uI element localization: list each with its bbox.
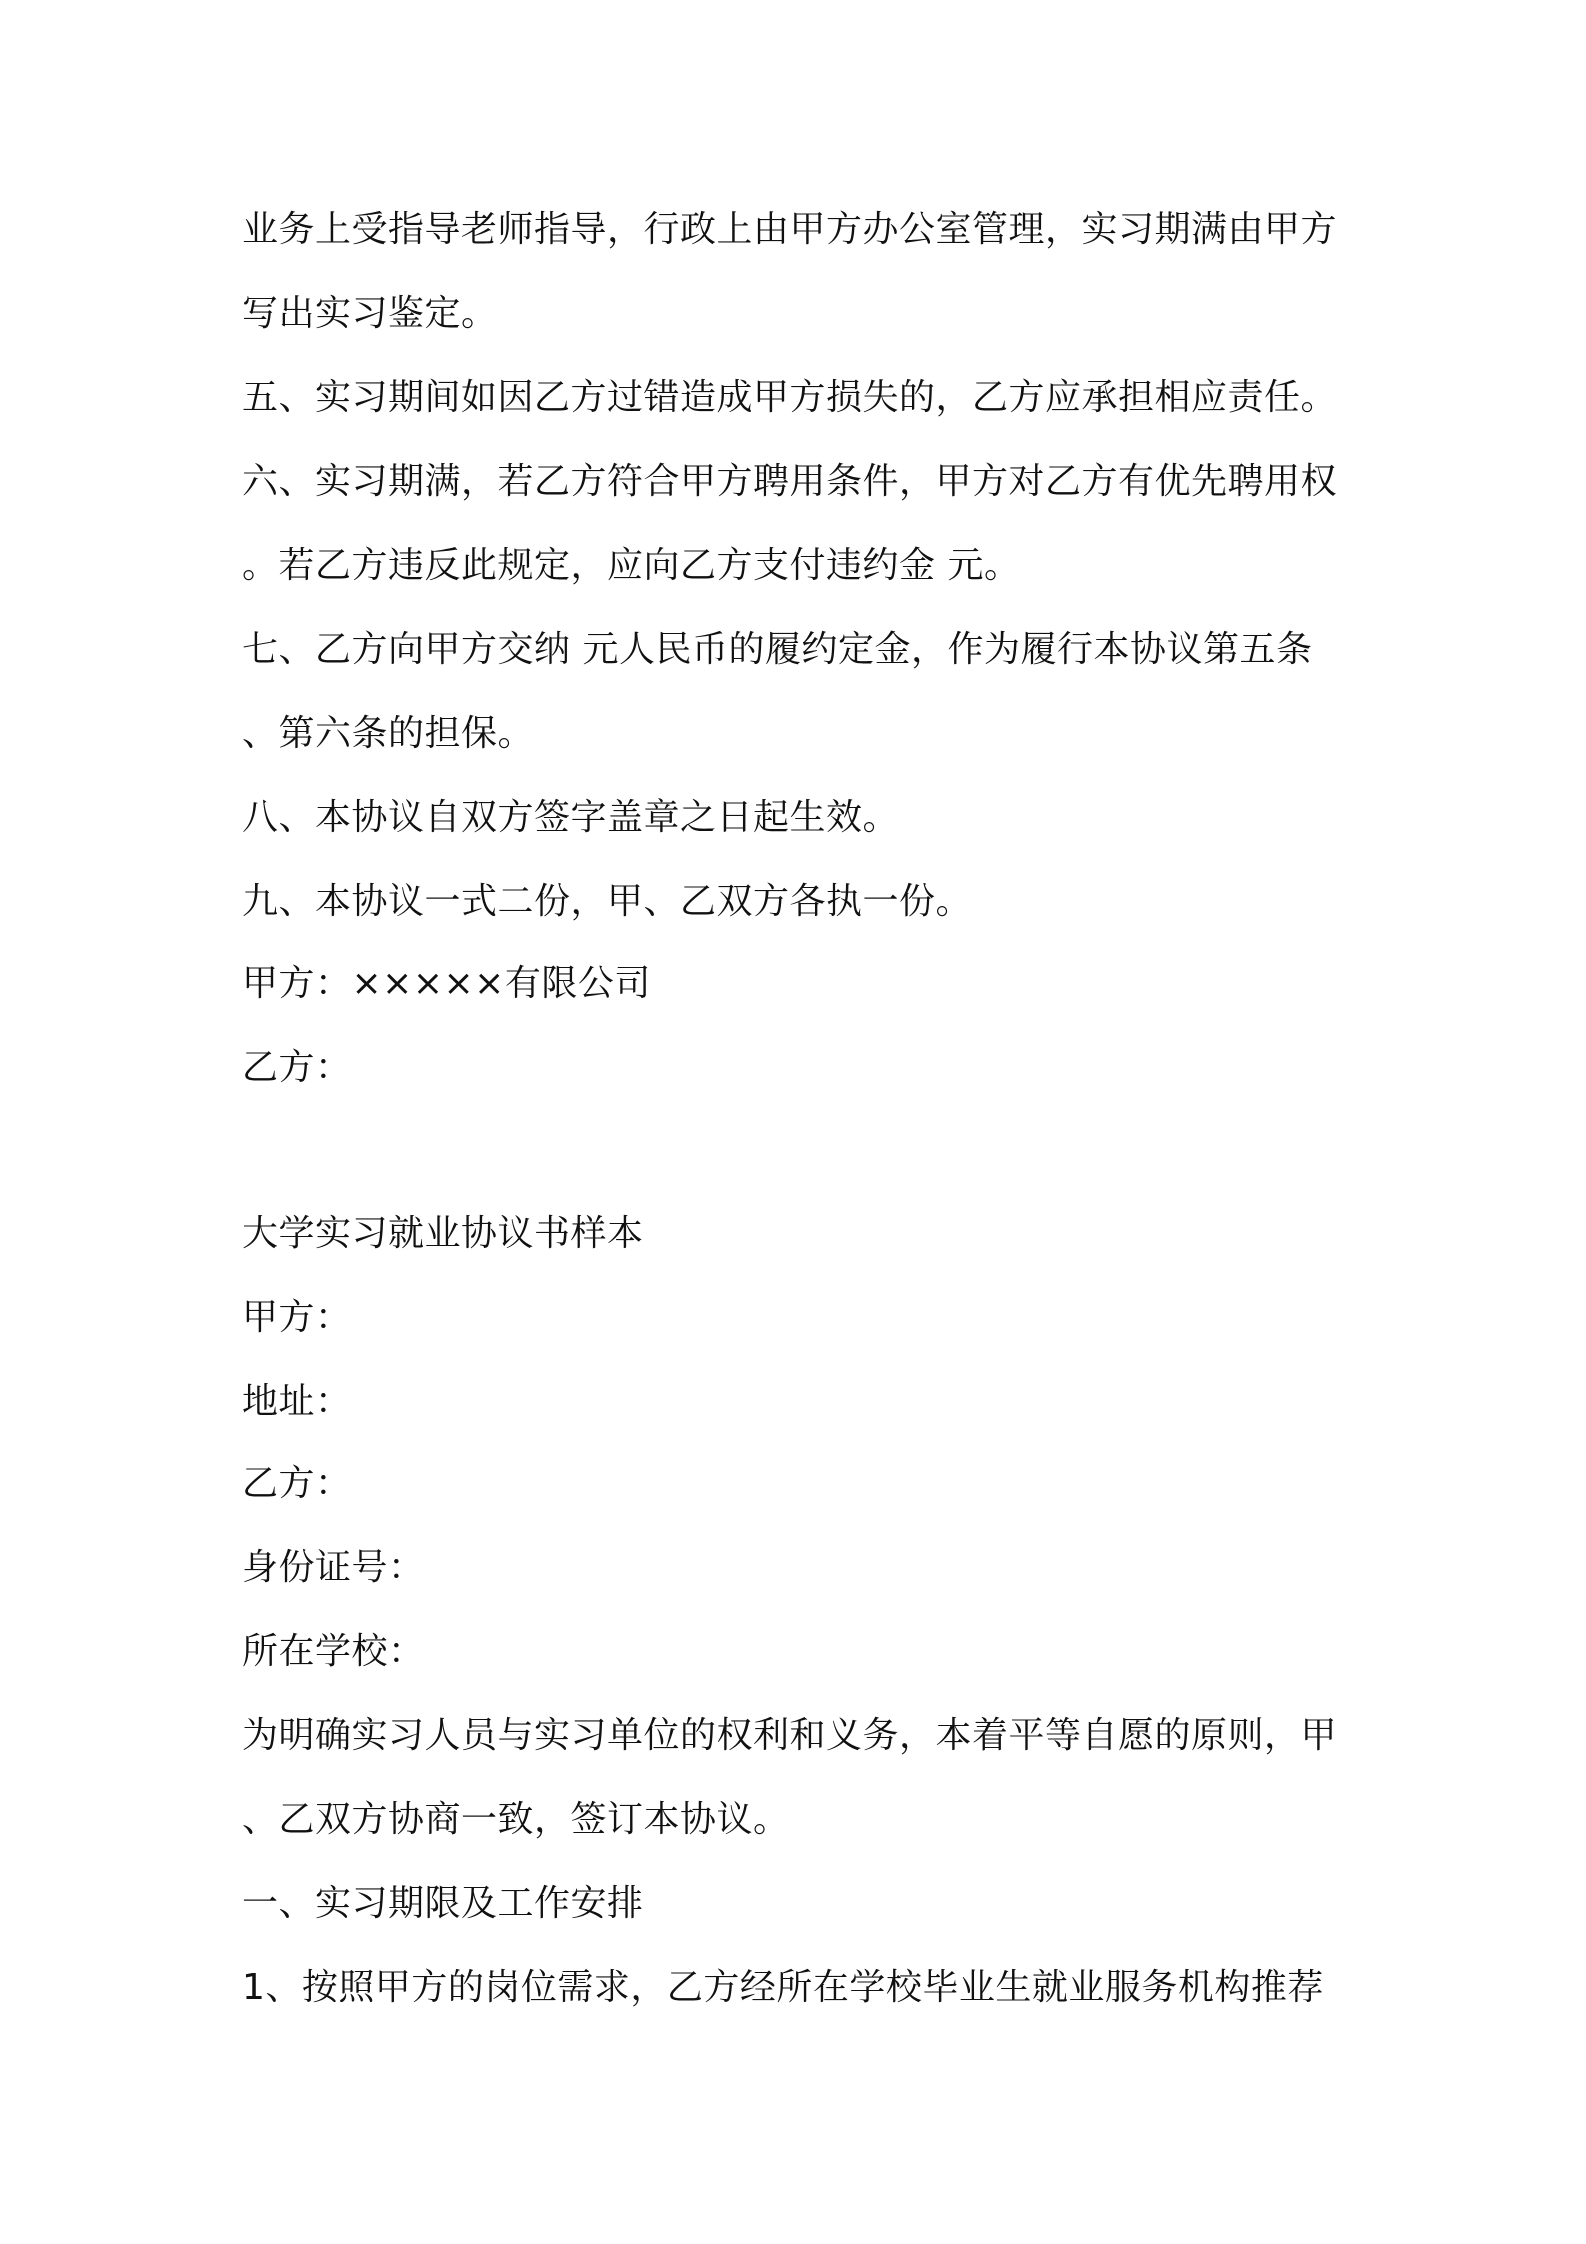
party-b-field: 乙方： xyxy=(242,1463,352,1504)
clause-9: 九、本协议一式二份，甲、乙双方各执一份。 xyxy=(242,881,973,922)
party-b-signature: 乙方： xyxy=(242,1047,352,1088)
body-line: 写出实习鉴定。 xyxy=(242,293,498,334)
clause-5: 五、实习期间如因乙方过错造成甲方损失的，乙方应承担相应责任。 xyxy=(242,377,1338,418)
preamble-line: 为明确实习人员与实习单位的权利和义务，本着平等自愿的原则，甲 xyxy=(242,1715,1338,1756)
clause-6: 六、实习期满，若乙方符合甲方聘用条件，甲方对乙方有优先聘用权 xyxy=(242,461,1338,502)
id-number-field: 身份证号： xyxy=(242,1547,425,1588)
school-field: 所在学校： xyxy=(242,1631,425,1672)
clause-7: 七、乙方向甲方交纳 元人民币的履约定金，作为履行本协议第五条 xyxy=(242,629,1313,670)
address-field: 地址： xyxy=(242,1381,352,1422)
party-a-signature: 甲方：×××××有限公司 xyxy=(242,963,651,1004)
document-title: 大学实习就业协议书样本 xyxy=(242,1213,644,1254)
clause-1-1: 1、按照甲方的岗位需求，乙方经所在学校毕业生就业服务机构推荐 xyxy=(242,1967,1324,2008)
body-line: 。若乙方违反此规定，应向乙方支付违约金 元。 xyxy=(242,545,1021,586)
body-line: 业务上受指导老师指导，行政上由甲方办公室管理，实习期满由甲方 xyxy=(242,209,1338,250)
preamble-line: 、乙双方协商一致，签订本协议。 xyxy=(242,1799,790,1840)
clause-8: 八、本协议自双方签字盖章之日起生效。 xyxy=(242,797,900,838)
body-line: 、第六条的担保。 xyxy=(242,713,535,754)
section-heading: 一、实习期限及工作安排 xyxy=(242,1883,644,1924)
party-a-field: 甲方： xyxy=(242,1297,352,1338)
